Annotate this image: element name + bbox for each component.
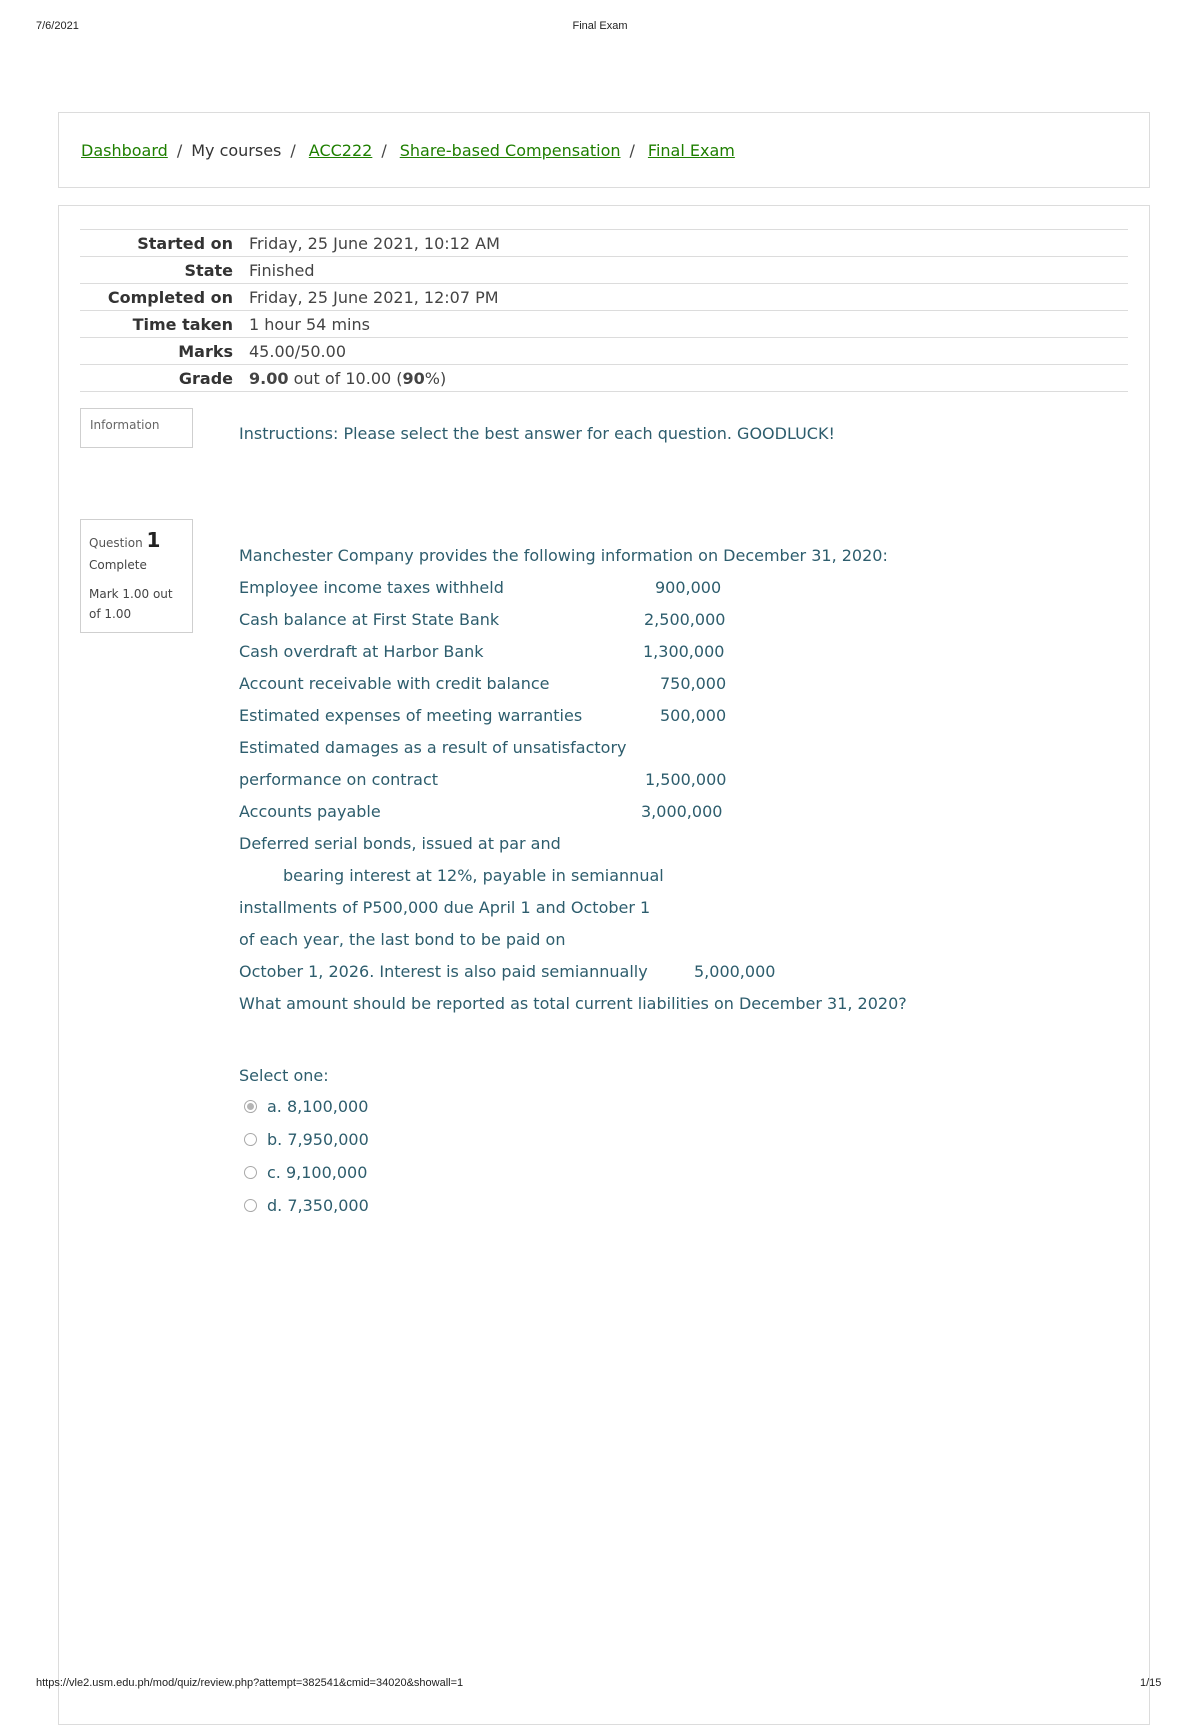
answer-options: [244, 1090, 369, 1222]
question-text: [239, 540, 1139, 1020]
summary-row: [80, 284, 1128, 311]
breadcrumb-topic[interactable]: Share-based Compensation: [399, 141, 621, 160]
grade-label: Grade: [178, 368, 233, 388]
question-line: [239, 924, 1139, 956]
summary-label: Marks: [178, 341, 233, 361]
line-amount: 2,500,000: [644, 610, 726, 629]
line-text: performance on contract: [239, 770, 439, 789]
summary-label: Completed on: [107, 287, 233, 307]
summary-row: [80, 338, 1128, 365]
question-line: [239, 764, 1139, 796]
print-date: 7/6/2021: [36, 20, 79, 32]
grade-score: 9.00: [249, 368, 289, 388]
question-mark: Mark 1.00 out of 1.00: [89, 587, 173, 621]
line-amount: 1,300,000: [643, 642, 725, 661]
information-label: Information: [80, 408, 193, 448]
line-text: Estimated damages as a result of unsatisfactory: [239, 738, 627, 757]
breadcrumb-separator: /: [176, 141, 183, 160]
breadcrumb-separator: /: [381, 141, 387, 160]
line-amount: 900,000: [655, 578, 722, 597]
line-amount: 5,000,000: [694, 962, 776, 981]
question-line: [239, 700, 1139, 732]
radio-icon[interactable]: [244, 1199, 257, 1212]
option-label: b. 7,950,000: [267, 1130, 369, 1149]
question-line: [239, 860, 1139, 892]
breadcrumb-bar: [58, 112, 1150, 188]
breadcrumb-separator: /: [290, 141, 296, 160]
radio-selected-icon[interactable]: [244, 1100, 257, 1113]
print-url: https://vle2.usm.edu.ph/mod/quiz/review.php?attempt=382541&cmid=34020&showall=1: [36, 1677, 464, 1689]
summary-value: 45.00/50.00: [249, 341, 346, 361]
summary-value: 1 hour 54 mins: [249, 314, 370, 334]
line-text: October 1, 2026. Interest is also paid semiannually: [239, 962, 648, 981]
question-line: [239, 572, 1139, 604]
line-text: Manchester Company provides the following information on December 31, 2020:: [239, 546, 888, 565]
line-text: What amount should be reported as total current liabilities on December 31, 2020?: [239, 994, 907, 1013]
instructions-text: Instructions: Please select the best answer for each question. GOODLUCK!: [239, 424, 835, 443]
line-text: bearing interest at 12%, payable in semiannual: [283, 866, 664, 885]
summary-label: State: [184, 260, 233, 280]
line-text: Deferred serial bonds, issued at par and: [239, 834, 561, 853]
question-line: [239, 540, 1139, 572]
summary-value: Friday, 25 June 2021, 10:12 AM: [249, 233, 500, 253]
breadcrumb-course[interactable]: ACC222: [308, 141, 373, 160]
breadcrumb: [81, 141, 735, 160]
grade-row: [80, 365, 1128, 392]
breadcrumb-quiz[interactable]: Final Exam: [647, 141, 735, 160]
breadcrumb-dashboard[interactable]: Dashboard: [81, 141, 168, 160]
summary-label: Time taken: [132, 314, 233, 334]
summary-value: Friday, 25 June 2021, 12:07 PM: [249, 287, 499, 307]
answer-option-c[interactable]: [244, 1156, 369, 1189]
question-label: Question: [89, 536, 143, 550]
answer-option-b[interactable]: [244, 1123, 369, 1156]
option-label: a. 8,100,000: [267, 1097, 369, 1116]
print-page-number: 1/15: [1140, 1677, 1162, 1689]
line-amount: 1,500,000: [645, 770, 727, 789]
question-number: 1: [146, 528, 161, 552]
select-one-label: Select one:: [239, 1066, 329, 1085]
line-amount: 500,000: [660, 706, 727, 725]
grade-out-of: out of 10.00: [293, 368, 392, 388]
grade-value: 9.00 out of 10.00 (90%): [249, 368, 447, 388]
question-line: [239, 668, 1139, 700]
line-text: Estimated expenses of meeting warranties: [239, 706, 583, 725]
answer-option-d[interactable]: [244, 1189, 369, 1222]
line-text: Accounts payable: [239, 802, 381, 821]
line-text: installments of P500,000 due April 1 and October 1: [239, 898, 651, 917]
question-line: [239, 636, 1139, 668]
option-label: d. 7,350,000: [267, 1196, 369, 1215]
line-text: of each year, the last bond to be paid on: [239, 930, 566, 949]
line-text: Account receivable with credit balance: [239, 674, 550, 693]
radio-icon[interactable]: [244, 1166, 257, 1179]
question-line: [239, 892, 1139, 924]
line-amount: 3,000,000: [641, 802, 723, 821]
question-line: [239, 988, 1139, 1020]
summary-value: Finished: [249, 260, 315, 280]
breadcrumb-separator: /: [629, 141, 635, 160]
option-label: c. 9,100,000: [267, 1163, 368, 1182]
radio-icon[interactable]: [244, 1133, 257, 1146]
question-line: [239, 828, 1139, 860]
summary-row: [80, 257, 1128, 284]
summary-row: [80, 230, 1128, 257]
summary-label: Started on: [137, 233, 233, 253]
question-line: [239, 956, 1139, 988]
print-title: Final Exam: [572, 20, 628, 32]
line-text: Employee income taxes withheld: [239, 578, 504, 597]
line-text: Cash overdraft at Harbor Bank: [239, 642, 484, 661]
line-amount: 750,000: [660, 674, 727, 693]
question-line: [239, 732, 1139, 764]
answer-option-a[interactable]: [244, 1090, 369, 1123]
question-line: [239, 604, 1139, 636]
breadcrumb-my-courses: My courses: [191, 141, 282, 160]
question-state: Complete: [89, 558, 147, 572]
grade-percent: 90: [402, 368, 425, 388]
line-text: Cash balance at First State Bank: [239, 610, 500, 629]
summary-row: [80, 311, 1128, 338]
attempt-summary-table: [80, 229, 1128, 392]
question-line: [239, 796, 1139, 828]
question-info-box: [80, 519, 193, 633]
